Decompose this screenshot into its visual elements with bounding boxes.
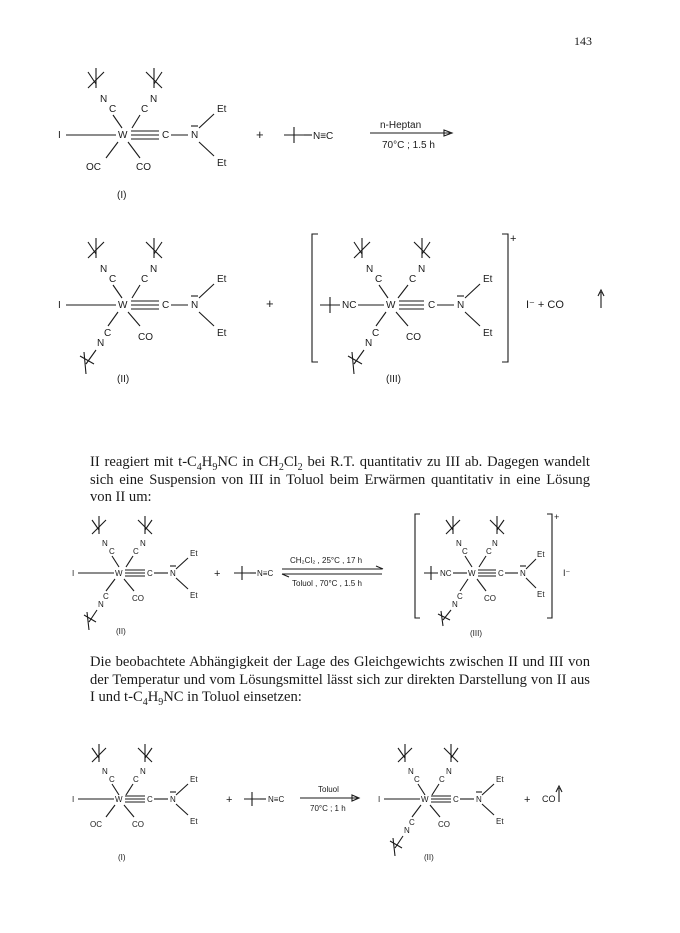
- ethyl-group: Et: [217, 104, 227, 115]
- ethyl-group: Et: [537, 590, 545, 599]
- tert-butyl-isocyanide: [284, 127, 333, 143]
- atom-c: C: [141, 274, 149, 285]
- atom-n: N: [98, 600, 104, 609]
- atom-n: N: [100, 94, 108, 105]
- atom-c: C: [109, 104, 117, 115]
- atom-n: N: [365, 338, 373, 349]
- plus-sign: +: [256, 127, 264, 142]
- atom-c: C: [457, 592, 463, 601]
- atom-iodine: I: [72, 569, 75, 578]
- atom-nc: NC: [342, 300, 357, 311]
- carbonyl-ligand: CO: [406, 332, 421, 343]
- atom-n: N: [456, 539, 462, 548]
- atom-n: N: [366, 264, 374, 275]
- atom-n: N: [446, 767, 452, 776]
- carbonyl-ligand: CO: [484, 594, 496, 603]
- plus-sign: +: [214, 568, 221, 580]
- atom-tungsten: W: [386, 300, 396, 311]
- atom-n: N: [100, 264, 108, 275]
- atom-tungsten: W: [468, 569, 476, 578]
- carbonyl-ligand: OC: [90, 820, 102, 829]
- svg-text:Toluol , 70°C , 1.5 h: Toluol , 70°C , 1.5 h: [292, 579, 362, 588]
- atom-c: C: [428, 300, 436, 311]
- atom-c: C: [141, 104, 149, 115]
- carbonyl-ligand: CO: [138, 332, 153, 343]
- svg-text:N≡C: N≡C: [257, 569, 274, 578]
- svg-text:n-Heptan: n-Heptan: [380, 120, 422, 131]
- complex-II: [58, 238, 227, 385]
- atom-n: N: [102, 539, 108, 548]
- plus-sign: +: [226, 794, 233, 806]
- complex-III: [415, 512, 559, 638]
- compound-label: (III): [470, 629, 482, 638]
- paragraph-2: Die beobachtete Abhängigkeit der Lage des Gleichgewichts zwischen II und III von der Temperatur und vom Lösungsmittel lässt sich zur direkten Darstellung von II aus I und $t-C_4H_9NC$ in Toluol einsetzen:: [90, 654, 590, 708]
- atom-c: C: [462, 547, 468, 556]
- reaction-scheme-1: [0, 62, 680, 212]
- atom-tungsten: W: [421, 795, 429, 804]
- ethyl-group: Et: [483, 328, 493, 339]
- carbonyl-ligand: CO: [438, 820, 450, 829]
- ethyl-group: Et: [217, 158, 227, 169]
- compound-label: (II): [424, 853, 434, 862]
- ethyl-group: Et: [496, 775, 504, 784]
- atom-n: N: [191, 300, 199, 311]
- atom-c: C: [486, 547, 492, 556]
- complex-II: [378, 744, 504, 862]
- paragraph-1: II reagiert mit $t-C_4H_9NC$ in $CH_2Cl_2$ bei R.T. quantitativ zu III ab. Dagegen wandelt sich eine Suspension von III in Toluol beim Erwärmen quantitativ in eine Lösung von II um:: [90, 454, 590, 505]
- reaction-scheme-3: [0, 508, 680, 648]
- atom-c: C: [409, 818, 415, 827]
- plus-sign: +: [524, 794, 531, 806]
- atom-n: N: [170, 569, 176, 578]
- atom-c: C: [414, 775, 420, 784]
- atom-n: N: [170, 795, 176, 804]
- atom-c: C: [109, 547, 115, 556]
- atom-tungsten: W: [115, 795, 123, 804]
- reaction-arrow: [370, 120, 452, 151]
- atom-c: C: [409, 274, 417, 285]
- svg-text:N≡C: N≡C: [268, 795, 285, 804]
- atom-c: C: [453, 795, 459, 804]
- compound-label: (II): [116, 627, 126, 636]
- atom-nc: NC: [440, 569, 452, 578]
- svg-text:Toluol: Toluol: [318, 785, 339, 794]
- atom-c: C: [103, 592, 109, 601]
- atom-n: N: [191, 130, 199, 141]
- atom-c: C: [375, 274, 383, 285]
- atom-n: N: [457, 300, 465, 311]
- charge: +: [510, 233, 517, 245]
- ethyl-group: Et: [483, 274, 493, 285]
- complex-I: [58, 68, 227, 201]
- atom-n: N: [150, 264, 158, 275]
- atom-c: C: [104, 328, 112, 339]
- ethyl-group: Et: [190, 591, 198, 600]
- page-number: 143: [574, 34, 592, 48]
- atom-n: N: [452, 600, 458, 609]
- atom-c: C: [133, 547, 139, 556]
- atom-iodine: I: [58, 300, 61, 311]
- atom-tungsten: W: [118, 300, 128, 311]
- svg-text:N≡C: N≡C: [313, 131, 334, 142]
- atom-n: N: [408, 767, 414, 776]
- complex-III: [312, 233, 516, 385]
- atom-c: C: [439, 775, 445, 784]
- tert-butyl-isocyanide: [244, 792, 284, 806]
- complex-I: [72, 744, 198, 862]
- atom-c: C: [147, 569, 153, 578]
- atom-tungsten: W: [118, 130, 128, 141]
- atom-n: N: [150, 94, 158, 105]
- atom-n: N: [520, 569, 526, 578]
- atom-c: C: [498, 569, 504, 578]
- compound-label: (III): [386, 374, 401, 385]
- atom-c: C: [162, 130, 170, 141]
- ethyl-group: Et: [217, 274, 227, 285]
- atom-tungsten: W: [115, 569, 123, 578]
- ethyl-group: Et: [537, 550, 545, 559]
- atom-c: C: [109, 274, 117, 285]
- carbonyl-ligand: CO: [132, 594, 144, 603]
- atom-n: N: [476, 795, 482, 804]
- atom-c: C: [162, 300, 170, 311]
- carbonyl-ligand: CO: [136, 162, 151, 173]
- atom-c: C: [372, 328, 380, 339]
- atom-n: N: [140, 767, 146, 776]
- ethyl-group: Et: [496, 817, 504, 826]
- carbonyl-ligand: CO: [132, 820, 144, 829]
- atom-n: N: [492, 539, 498, 548]
- svg-text:CH₂Cl₂ , 25°C , 17 h: CH₂Cl₂ , 25°C , 17 h: [290, 556, 363, 565]
- counter-ion: I⁻: [563, 568, 571, 578]
- atom-n: N: [418, 264, 426, 275]
- compound-label: (I): [118, 853, 126, 862]
- reaction-scheme-4: [0, 738, 680, 878]
- atom-n: N: [140, 539, 146, 548]
- carbon-monoxide: CO: [542, 794, 556, 804]
- atom-c: C: [147, 795, 153, 804]
- carbonyl-ligand: OC: [86, 162, 101, 173]
- reaction-scheme-2: [0, 228, 680, 388]
- svg-text:70°C ; 1.5 h: 70°C ; 1.5 h: [382, 140, 435, 151]
- compound-label: (I): [117, 190, 127, 201]
- charge: +: [554, 512, 560, 522]
- atom-n: N: [102, 767, 108, 776]
- atom-iodine: I: [378, 795, 381, 804]
- counter-products: I⁻ + CO: [526, 299, 564, 311]
- atom-iodine: I: [58, 130, 61, 141]
- atom-n: N: [97, 338, 105, 349]
- plus-sign: +: [266, 296, 274, 311]
- atom-n: N: [404, 826, 410, 835]
- compound-label: (II): [117, 374, 130, 385]
- atom-c: C: [133, 775, 139, 784]
- ethyl-group: Et: [190, 549, 198, 558]
- tert-butyl-isocyanide: [234, 566, 273, 580]
- ethyl-group: Et: [190, 817, 198, 826]
- complex-II: [72, 516, 198, 636]
- ethyl-group: Et: [190, 775, 198, 784]
- atom-c: C: [109, 775, 115, 784]
- equilibrium-arrows: [282, 556, 383, 588]
- reaction-arrow: [300, 785, 359, 813]
- ethyl-group: Et: [217, 328, 227, 339]
- svg-text:70°C ; 1 h: 70°C ; 1 h: [310, 804, 346, 813]
- atom-iodine: I: [72, 795, 75, 804]
